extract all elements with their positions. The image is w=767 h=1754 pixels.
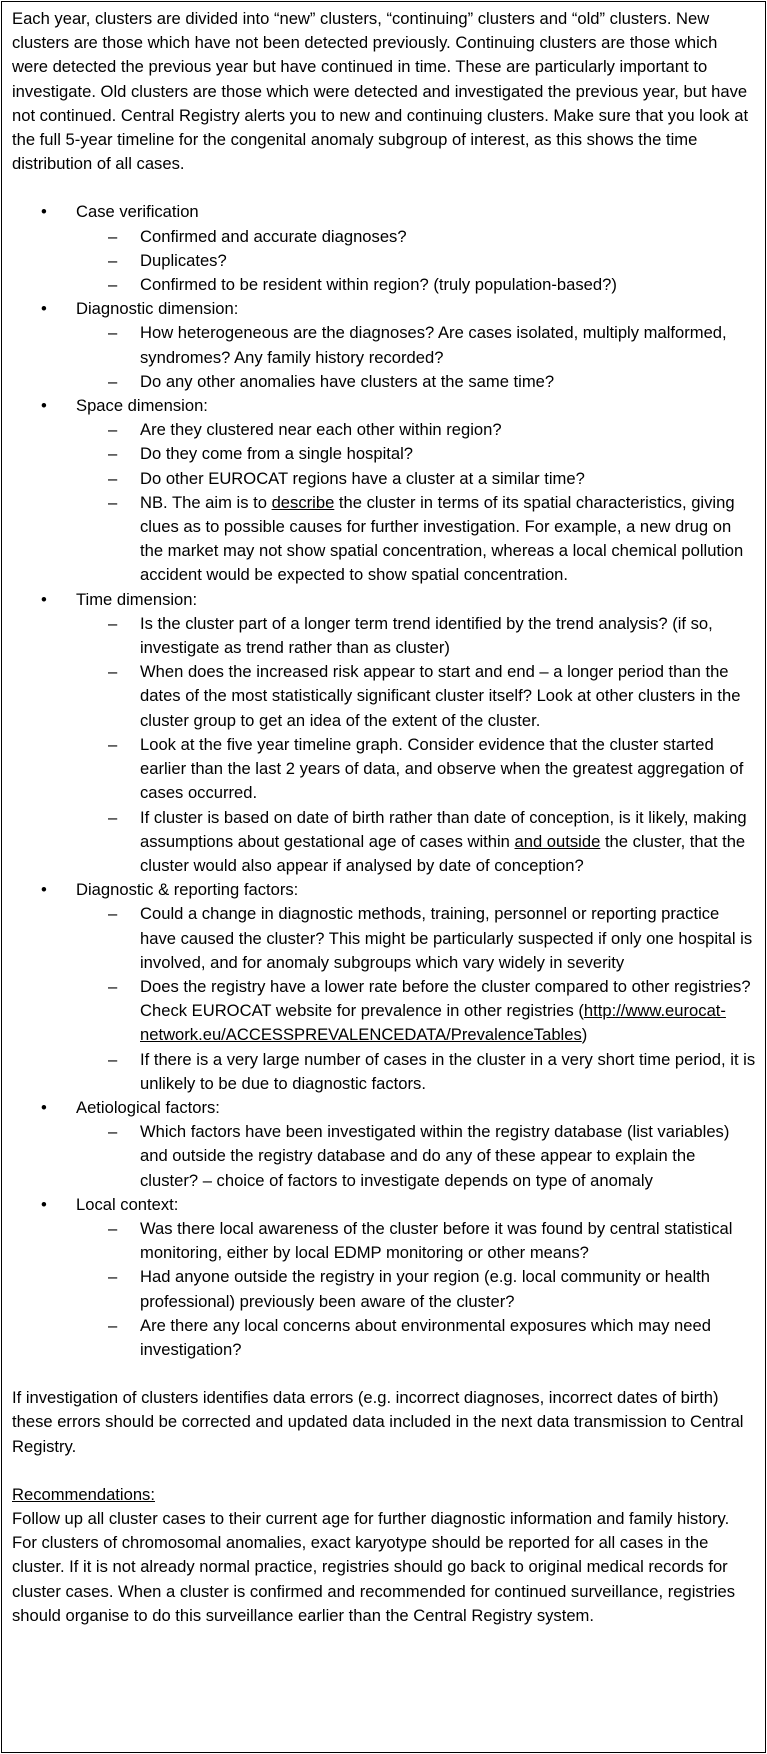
sub-list (76, 612, 757, 878)
checklist (12, 200, 757, 1362)
list-item (76, 1217, 757, 1265)
dash-icon: – (108, 1049, 118, 1069)
bullet-icon: • (41, 299, 47, 319)
underlined-text: describe (271, 492, 335, 512)
list-item (76, 1265, 757, 1313)
dash-icon: – (108, 444, 118, 464)
sub-list (76, 225, 757, 298)
list-item (76, 321, 757, 369)
item-text: If there is a very large number of cases in the cluster in a very short time period, it is unlikely to be due to diagnostic factors. (140, 1049, 756, 1093)
list-item (76, 733, 757, 806)
list-item (76, 660, 757, 733)
list-item (76, 418, 757, 442)
list-item (76, 467, 757, 491)
section-title: Local context: (76, 1194, 179, 1214)
dash-icon: – (108, 1122, 118, 1142)
dash-icon: – (108, 1218, 118, 1238)
list-item (76, 1120, 757, 1193)
dash-icon: – (108, 492, 118, 512)
item-text: the cluster, that the cluster would also appear if analysed by date of conception? (140, 831, 746, 875)
dash-icon: – (108, 904, 118, 924)
dash-icon: – (108, 323, 118, 343)
item-text: Had anyone outside the registry in your region (e.g. local community or health professional) previously been aware of the cluster? (140, 1267, 711, 1311)
spacer (12, 1362, 757, 1386)
section-title: Space dimension: (76, 396, 208, 416)
list-item-date-of-birth (76, 806, 757, 879)
dash-icon: – (108, 976, 118, 996)
section-title: Case verification (76, 202, 199, 222)
sub-list (76, 902, 757, 1096)
dash-icon: – (108, 275, 118, 295)
section-local-context (12, 1193, 757, 1362)
item-text: When does the increased risk appear to start and end – a longer period than the dates of the most statistically significant cluster itself? Look at other clusters in the cluster group to get an idea of the extent of the cluster. (140, 662, 741, 730)
list-item (76, 1048, 757, 1096)
section-diagnostic-dimension (12, 297, 757, 394)
item-text: Do they come from a single hospital? (140, 444, 414, 464)
list-item-nb (76, 491, 757, 588)
section-case-verification (12, 200, 757, 297)
list-item (76, 1314, 757, 1362)
recommendations-heading (12, 1483, 757, 1507)
section-title: Aetiological factors: (76, 1097, 220, 1117)
item-text: Which factors have been investigated within the registry database (list variables) and outside the registry database and do any of these appear to explain the cluster? – choice of factors to investigate depends on type of anomaly (140, 1122, 730, 1190)
sub-list (76, 1217, 757, 1362)
section-title: Diagnostic & reporting factors: (76, 880, 299, 900)
document-frame (1, 1, 766, 1753)
bullet-icon: • (41, 396, 47, 416)
item-text: ) (581, 1025, 588, 1045)
item-text: Was there local awareness of the cluster before it was found by central statistical monitoring, either by local EDMP monitoring or other means? (140, 1218, 733, 1263)
item-text: NB. The aim is to (140, 492, 272, 512)
bullet-icon: • (41, 880, 47, 900)
item-text: How heterogeneous are the diagnoses? Are cases isolated, multiply malformed, syndromes? Any family history recorded? (140, 323, 727, 367)
list-item (76, 902, 757, 975)
item-text: Are they clustered near each other within region? (140, 420, 502, 440)
data-errors-paragraph: If investigation of clusters identifies data errors (e.g. incorrect diagnoses, incorrect dates of birth) these errors should be corrected and updated data included in the next data transmission to Central Registry. (12, 1388, 744, 1456)
list-item (76, 975, 757, 1048)
item-text: If cluster is based on date of birth rather than date of conception, is it likely, making assumptions about gestational age of cases within (140, 807, 747, 851)
underlined-text: and outside (514, 831, 601, 851)
section-title: Time dimension: (76, 589, 198, 609)
section-time-dimension (12, 588, 757, 878)
item-text: Are there any local concerns about environmental exposures which may need investigation? (140, 1315, 711, 1359)
item-text: Does the registry have a lower rate before the cluster compared to other registries? Check EUROCAT website for prevalence in other registries ( (140, 976, 751, 1021)
dash-icon: – (108, 1267, 118, 1287)
item-text: Do other EUROCAT regions have a cluster at a similar time? (140, 468, 585, 488)
sub-list (76, 321, 757, 394)
item-text: the cluster in terms of its spatial characteristics, giving clues as to possible causes for further investigation. For example, a new drug on the market may not show spatial concentration, whereas a local chemical pollution accident would be expected to show spatial concentration. (140, 492, 744, 585)
list-item (76, 249, 757, 273)
sub-list (76, 418, 757, 587)
spacer (12, 1459, 757, 1483)
bullet-icon: • (41, 1194, 47, 1214)
dash-icon: – (108, 662, 118, 682)
recommendations-heading-text: Recommendations: (12, 1484, 155, 1504)
item-text: Do any other anomalies have clusters at the same time? (140, 371, 555, 391)
item-text: Could a change in diagnostic methods, training, personnel or reporting practice have caused the cluster? This might be particularly suspected if only one hospital is involved, and for anomaly subgroups which vary widely in severity (140, 904, 753, 972)
spacer (12, 176, 757, 200)
section-title: Diagnostic dimension: (76, 299, 239, 319)
item-text: Confirmed and accurate diagnoses? (140, 226, 407, 246)
dash-icon: – (108, 250, 118, 270)
dash-icon: – (108, 468, 118, 488)
list-item (76, 273, 757, 297)
intro-paragraph: Each year, clusters are divided into “new” clusters, “continuing” clusters and “old” clusters. New clusters are those which have not been detected previously. Continuing clusters are those which were detected the previous year but have continued in time. These are particularly important to investigate. Old clusters are those which were detected and investigated the previous year, but have not continued. Central Registry alerts you to new and continuing clusters. Make sure that you look at the full 5-year timeline for the congenital anomaly subgroup of interest, as this shows the time distribution of all cases. (12, 9, 749, 174)
bullet-icon: • (41, 202, 47, 222)
item-text: Confirmed to be resident within region? (truly population-based?) (140, 275, 617, 295)
dash-icon: – (108, 613, 118, 633)
document-body (12, 7, 757, 1628)
dash-icon: – (108, 371, 118, 391)
section-aetiological-factors (12, 1096, 757, 1193)
item-text: Is the cluster part of a longer term trend identified by the trend analysis? (if so, investigate as trend rather than as cluster) (140, 613, 713, 658)
dash-icon: – (108, 226, 118, 246)
list-item (76, 442, 757, 466)
recommendations-paragraph: Follow up all cluster cases to their current age for further diagnostic information and family history. For clusters of chromosomal anomalies, exact karyotype should be reported for all cases in the cluster. If it is not already normal practice, registries should go back to original medical records for cluster cases. When a cluster is confirmed and recommended for continued surveillance, registries should organise to do this surveillance earlier than the Central Registry system. (12, 1508, 736, 1625)
bullet-icon: • (41, 589, 47, 609)
dash-icon: – (108, 420, 118, 440)
prevalence-link[interactable]: http://www.eurocat-network.eu/ACCESSPREVALENCEDATA/PrevalenceTables (140, 1001, 726, 1045)
list-item (76, 612, 757, 660)
item-text: Look at the five year timeline graph. Consider evidence that the cluster started earlier than the last 2 years of data, and observe when the greatest aggregation of cases occurred. (140, 734, 744, 803)
sub-list (76, 1120, 757, 1193)
dash-icon: – (108, 1315, 118, 1335)
list-item (76, 370, 757, 394)
dash-icon: – (108, 807, 118, 827)
section-diagnostic-reporting-factors (12, 878, 757, 1096)
bullet-icon: • (41, 1097, 47, 1117)
dash-icon: – (108, 734, 118, 754)
section-space-dimension (12, 394, 757, 588)
item-text: Duplicates? (140, 250, 227, 270)
list-item (76, 225, 757, 249)
